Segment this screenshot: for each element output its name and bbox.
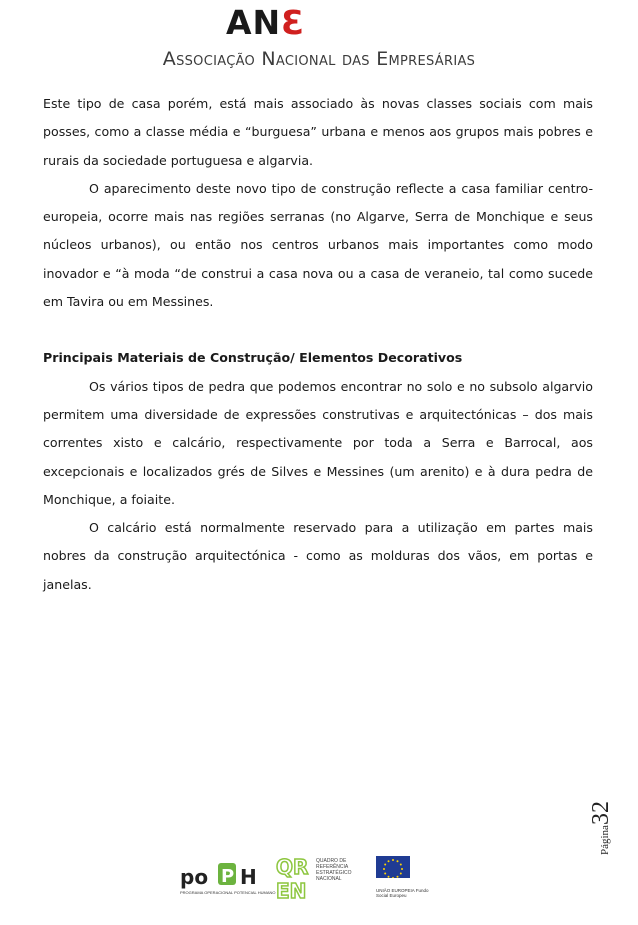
eu-logo xyxy=(376,856,436,904)
paragraph: Este tipo de casa porém, está mais associado às novas classes sociais com mais posses, como a classe média e “burguesa” urbana e menos aos grupos mais pobres e rurais da sociedade portuguesa e algarvia. xyxy=(43,96,593,168)
svg-text:P: P xyxy=(221,866,235,887)
page-number xyxy=(588,801,614,855)
poph-subtitle: PROGRAMA OPERACIONAL POTENCIAL HUMANO xyxy=(180,890,276,895)
qren-text: QUADRO DE REFERÊNCIA ESTRATÉGICO NACIONAL xyxy=(316,858,352,882)
page-label: Página xyxy=(599,825,611,855)
poph-logo-graphic xyxy=(180,860,262,890)
svg-text:QR: QR xyxy=(276,855,309,879)
section-heading: Principais Materiais de Construção/ Elementos Decorativos xyxy=(43,350,463,366)
ane-logo: ANƐ xyxy=(226,3,306,42)
page-number-value: 32 xyxy=(588,801,614,826)
poph-logo xyxy=(180,860,276,900)
document-body xyxy=(43,90,593,599)
paragraph: Os vários tipos de pedra que podemos encontrar no solo e no subsolo algarvio permitem uma diversidade de expressões construtivas e arquitectónicas – dos mais correntes xisto e calcário, respectivamente por toda a Serra e Barrocal, aos excepcionais e localizados grés de Silves e Messines (um arenito) e à dura pedra de Monchique, a foiaite. xyxy=(43,378,593,507)
eu-text: UNIÃO EUROPEIA Fundo Social Europeu xyxy=(376,888,429,898)
qren-logo xyxy=(276,852,376,904)
footer-logos xyxy=(180,852,440,908)
svg-text:H: H xyxy=(240,865,257,889)
page-header xyxy=(0,0,638,80)
organization-name: Associação Nacional das Empresárias xyxy=(162,48,476,70)
svg-text:po: po xyxy=(180,865,209,889)
qren-logo-graphic xyxy=(276,852,314,902)
paragraph: O aparecimento deste novo tipo de construção reflecte a casa familiar centro-europeia, ocorre mais nas regiões serranas (no Algarve, Serra de Monchique e seus núcleos urbanos), ou então nos centros urbanos mais importantes como modo inovador e “à moda “de construi a casa nova ou a casa de veraneio, tal como sucede em Tavira ou em Messines. xyxy=(43,180,593,310)
svg-text:EN: EN xyxy=(276,879,307,902)
eu-flag-icon xyxy=(376,856,410,878)
paragraph: O calcário está normalmente reservado para a utilização em partes mais nobres da construção arquitectónica - como as molduras dos vãos, em portas e janelas. xyxy=(43,520,593,592)
